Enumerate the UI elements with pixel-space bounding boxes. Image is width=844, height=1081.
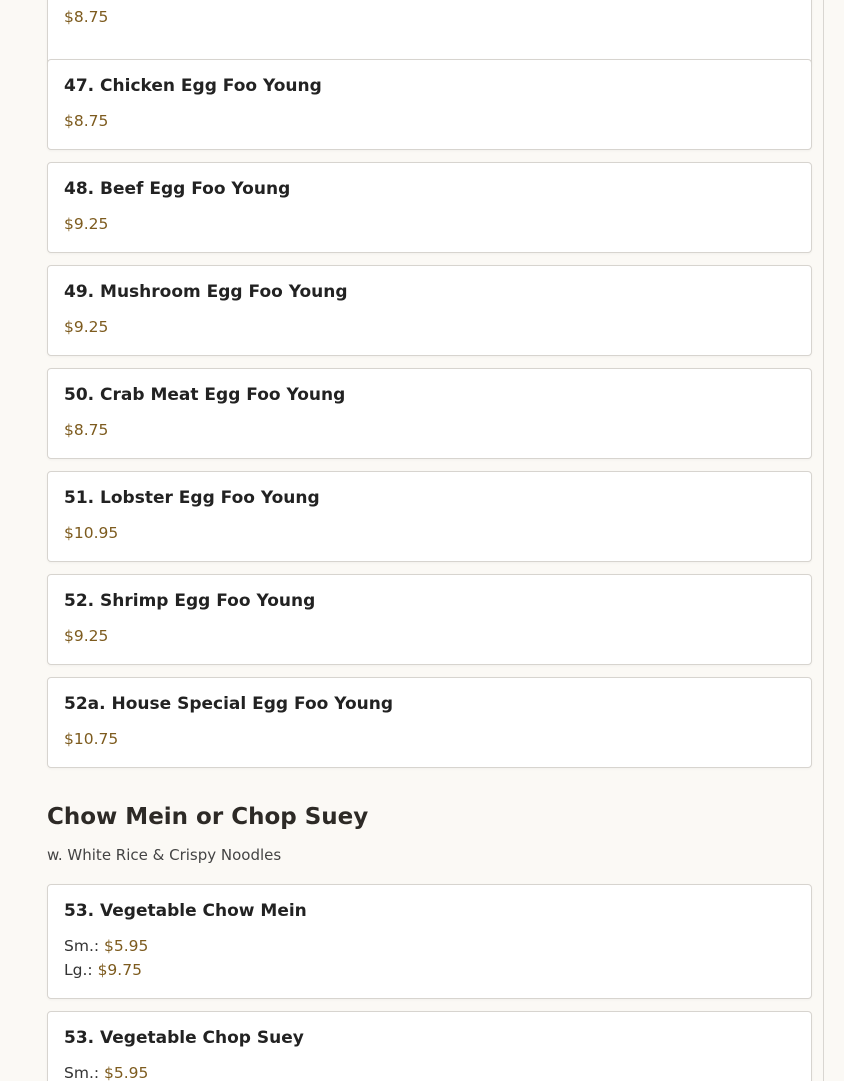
small-size-price: $5.95 bbox=[104, 937, 149, 955]
menu-item-card[interactable] bbox=[47, 574, 812, 665]
item-name: 53. Vegetable Chow Mein bbox=[64, 901, 307, 921]
large-size-label: Lg.: bbox=[64, 961, 93, 979]
item-price: $9.25 bbox=[64, 627, 109, 645]
item-name: 52. Shrimp Egg Foo Young bbox=[64, 591, 316, 611]
item-price: $8.75 bbox=[64, 8, 109, 26]
menu-item-card[interactable] bbox=[47, 677, 812, 768]
menu-item-card[interactable] bbox=[47, 368, 812, 459]
item-price: $10.75 bbox=[64, 730, 119, 748]
menu-item-card[interactable] bbox=[47, 265, 812, 356]
item-name: 52a. House Special Egg Foo Young bbox=[64, 694, 394, 714]
item-name: 51. Lobster Egg Foo Young bbox=[64, 488, 320, 508]
menu-item-card[interactable] bbox=[47, 0, 812, 67]
item-price: $9.25 bbox=[64, 318, 109, 336]
small-price-row bbox=[64, 937, 148, 955]
item-price: $8.75 bbox=[64, 421, 109, 439]
large-price-row bbox=[64, 961, 142, 979]
item-name: 53. Vegetable Chop Suey bbox=[64, 1028, 304, 1048]
item-name: 50. Crab Meat Egg Foo Young bbox=[64, 385, 346, 405]
menu-item-card[interactable] bbox=[47, 59, 812, 150]
small-size-price: $5.95 bbox=[104, 1064, 149, 1081]
section-subtitle: w. White Rice & Crispy Noodles bbox=[47, 846, 282, 864]
item-price: $8.75 bbox=[64, 112, 109, 130]
item-price: $10.95 bbox=[64, 524, 119, 542]
menu-item-card[interactable] bbox=[47, 1011, 812, 1081]
menu-item-card[interactable] bbox=[47, 471, 812, 562]
large-size-price: $9.75 bbox=[97, 961, 142, 979]
section-title: Chow Mein or Chop Suey bbox=[47, 804, 369, 830]
item-name: 48. Beef Egg Foo Young bbox=[64, 179, 291, 199]
scrollbar-track[interactable] bbox=[823, 0, 824, 1081]
item-name: 49. Mushroom Egg Foo Young bbox=[64, 282, 348, 302]
item-price: $9.25 bbox=[64, 215, 109, 233]
menu-item-card[interactable] bbox=[47, 162, 812, 253]
item-name: 47. Chicken Egg Foo Young bbox=[64, 76, 322, 96]
small-price-row bbox=[64, 1064, 148, 1081]
menu-item-card[interactable] bbox=[47, 884, 812, 999]
small-size-label: Sm.: bbox=[64, 1064, 100, 1081]
small-size-label: Sm.: bbox=[64, 937, 100, 955]
